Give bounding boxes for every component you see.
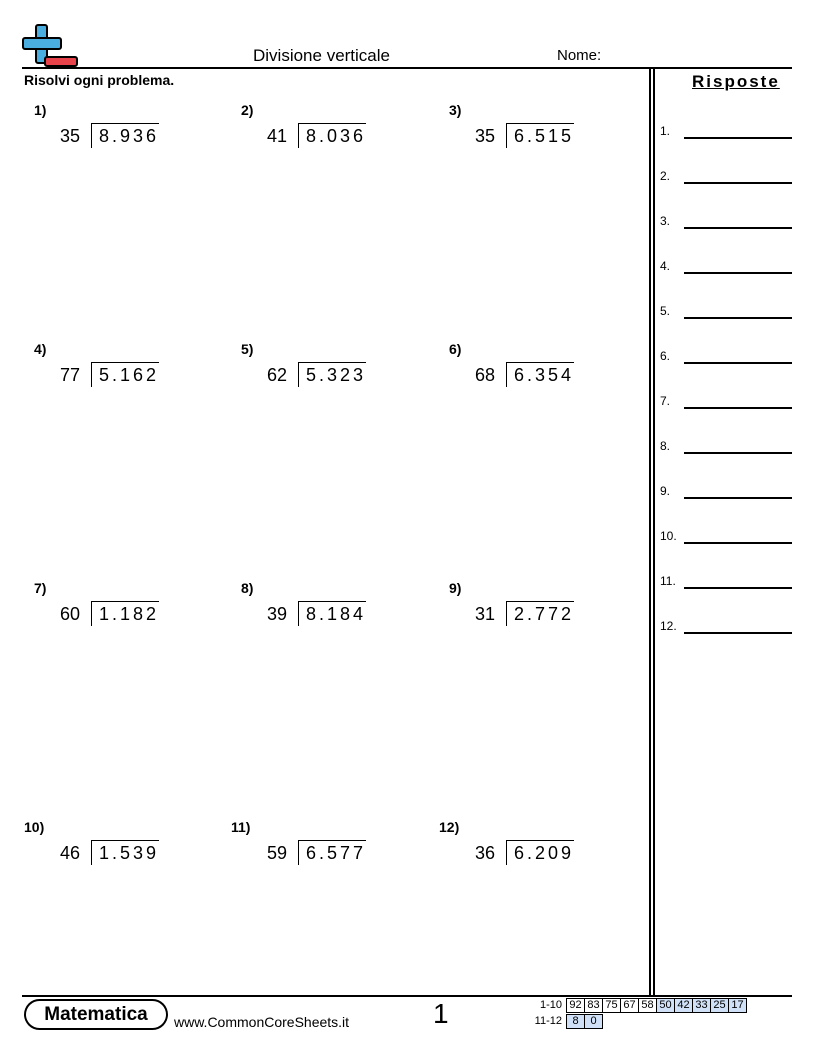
score-cell: 42: [674, 998, 693, 1013]
dividend: 8.184: [298, 601, 366, 626]
answers-title: Risposte: [692, 72, 780, 91]
answer-blank[interactable]: [684, 587, 792, 589]
score-cell: 8: [566, 1014, 585, 1029]
problem-number: 7): [34, 580, 47, 596]
divisor: 59: [266, 843, 287, 863]
problem-number: 8): [241, 580, 254, 596]
name-label: Nome:: [557, 47, 602, 64]
answer-blank[interactable]: [684, 362, 792, 364]
answer-blank[interactable]: [684, 452, 792, 454]
problem-number: 11): [231, 819, 251, 835]
divisor: 36: [474, 843, 495, 863]
problem-number: 3): [449, 102, 462, 118]
answer-blank[interactable]: [684, 137, 792, 139]
score-cell: 0: [584, 1014, 603, 1029]
dividend: 6.515: [506, 123, 574, 148]
page-number: 1: [433, 998, 449, 1029]
problem-number: 1): [34, 102, 47, 118]
column-divider: [653, 68, 655, 995]
worksheet-title: Divisione verticale: [253, 46, 390, 65]
score-row: [566, 1014, 603, 1029]
brand-label: Matematica: [26, 1001, 166, 1028]
problem-number: 5): [241, 341, 254, 357]
score-cell: 17: [728, 998, 747, 1013]
dividend: 2.772: [506, 601, 574, 626]
answer-blank[interactable]: [684, 407, 792, 409]
answer-blank[interactable]: [684, 227, 792, 229]
score-cell: 83: [584, 998, 603, 1013]
divisor: 77: [59, 365, 80, 385]
dividend: 6.209: [506, 840, 574, 865]
divisor: 31: [474, 604, 495, 624]
dividend: 8.936: [91, 123, 159, 148]
problem-number: 9): [449, 580, 462, 596]
divisor: 35: [474, 126, 495, 146]
dividend: 1.182: [91, 601, 159, 626]
dividend: 5.162: [91, 362, 159, 387]
divisor: 41: [266, 126, 287, 146]
answer-label: 11.: [660, 574, 676, 588]
dividend: 1.539: [91, 840, 159, 865]
answer-blank[interactable]: [684, 632, 792, 634]
divisor: 62: [266, 365, 287, 385]
column-divider: [649, 68, 651, 995]
answer-label: 1.: [660, 124, 671, 138]
instructions: Risolvi ogni problema.: [24, 72, 175, 88]
score-cell: 75: [602, 998, 621, 1013]
answer-label: 8.: [660, 439, 671, 453]
divisor: 35: [59, 126, 80, 146]
score-row-label: 11-12: [534, 1015, 562, 1027]
score-row: [566, 998, 747, 1013]
answer-blank[interactable]: [684, 272, 792, 274]
answer-label: 2.: [660, 169, 671, 183]
answer-label: 6.: [660, 349, 671, 363]
dividend: 6.354: [506, 362, 574, 387]
answer-blank[interactable]: [684, 542, 792, 544]
score-cell: 67: [620, 998, 639, 1013]
score-cell: 50: [656, 998, 675, 1013]
dividend: 8.036: [298, 123, 366, 148]
answer-label: 4.: [660, 259, 671, 273]
divisor: 39: [266, 604, 287, 624]
score-cell: 58: [638, 998, 657, 1013]
answer-label: 12.: [660, 619, 677, 633]
answer-blank[interactable]: [684, 317, 792, 319]
problem-number: 2): [241, 102, 254, 118]
problem-number: 4): [34, 341, 47, 357]
answer-label: 7.: [660, 394, 671, 408]
header-divider: [22, 67, 792, 69]
problem-number: 12): [439, 819, 460, 835]
score-cell: 25: [710, 998, 729, 1013]
footer-divider: [22, 995, 792, 997]
answer-blank[interactable]: [684, 497, 792, 499]
answer-label: 5.: [660, 304, 671, 318]
dividend: 5.323: [298, 362, 366, 387]
dividend: 6.577: [298, 840, 366, 865]
problem-number: 6): [449, 341, 462, 357]
divisor: 46: [59, 843, 80, 863]
brand-badge: [24, 999, 168, 1030]
divisor: 60: [59, 604, 80, 624]
logo-icon: [22, 24, 80, 68]
answer-blank[interactable]: [684, 182, 792, 184]
answer-label: 9.: [660, 484, 671, 498]
divisor: 68: [474, 365, 495, 385]
problem-number: 10): [24, 819, 45, 835]
score-cell: 92: [566, 998, 585, 1013]
answer-label: 10.: [660, 529, 677, 543]
score-cell: 33: [692, 998, 711, 1013]
site-url: www.CommonCoreSheets.it: [174, 1014, 350, 1030]
answer-label: 3.: [660, 214, 671, 228]
score-row-label: 1-10: [539, 999, 562, 1011]
